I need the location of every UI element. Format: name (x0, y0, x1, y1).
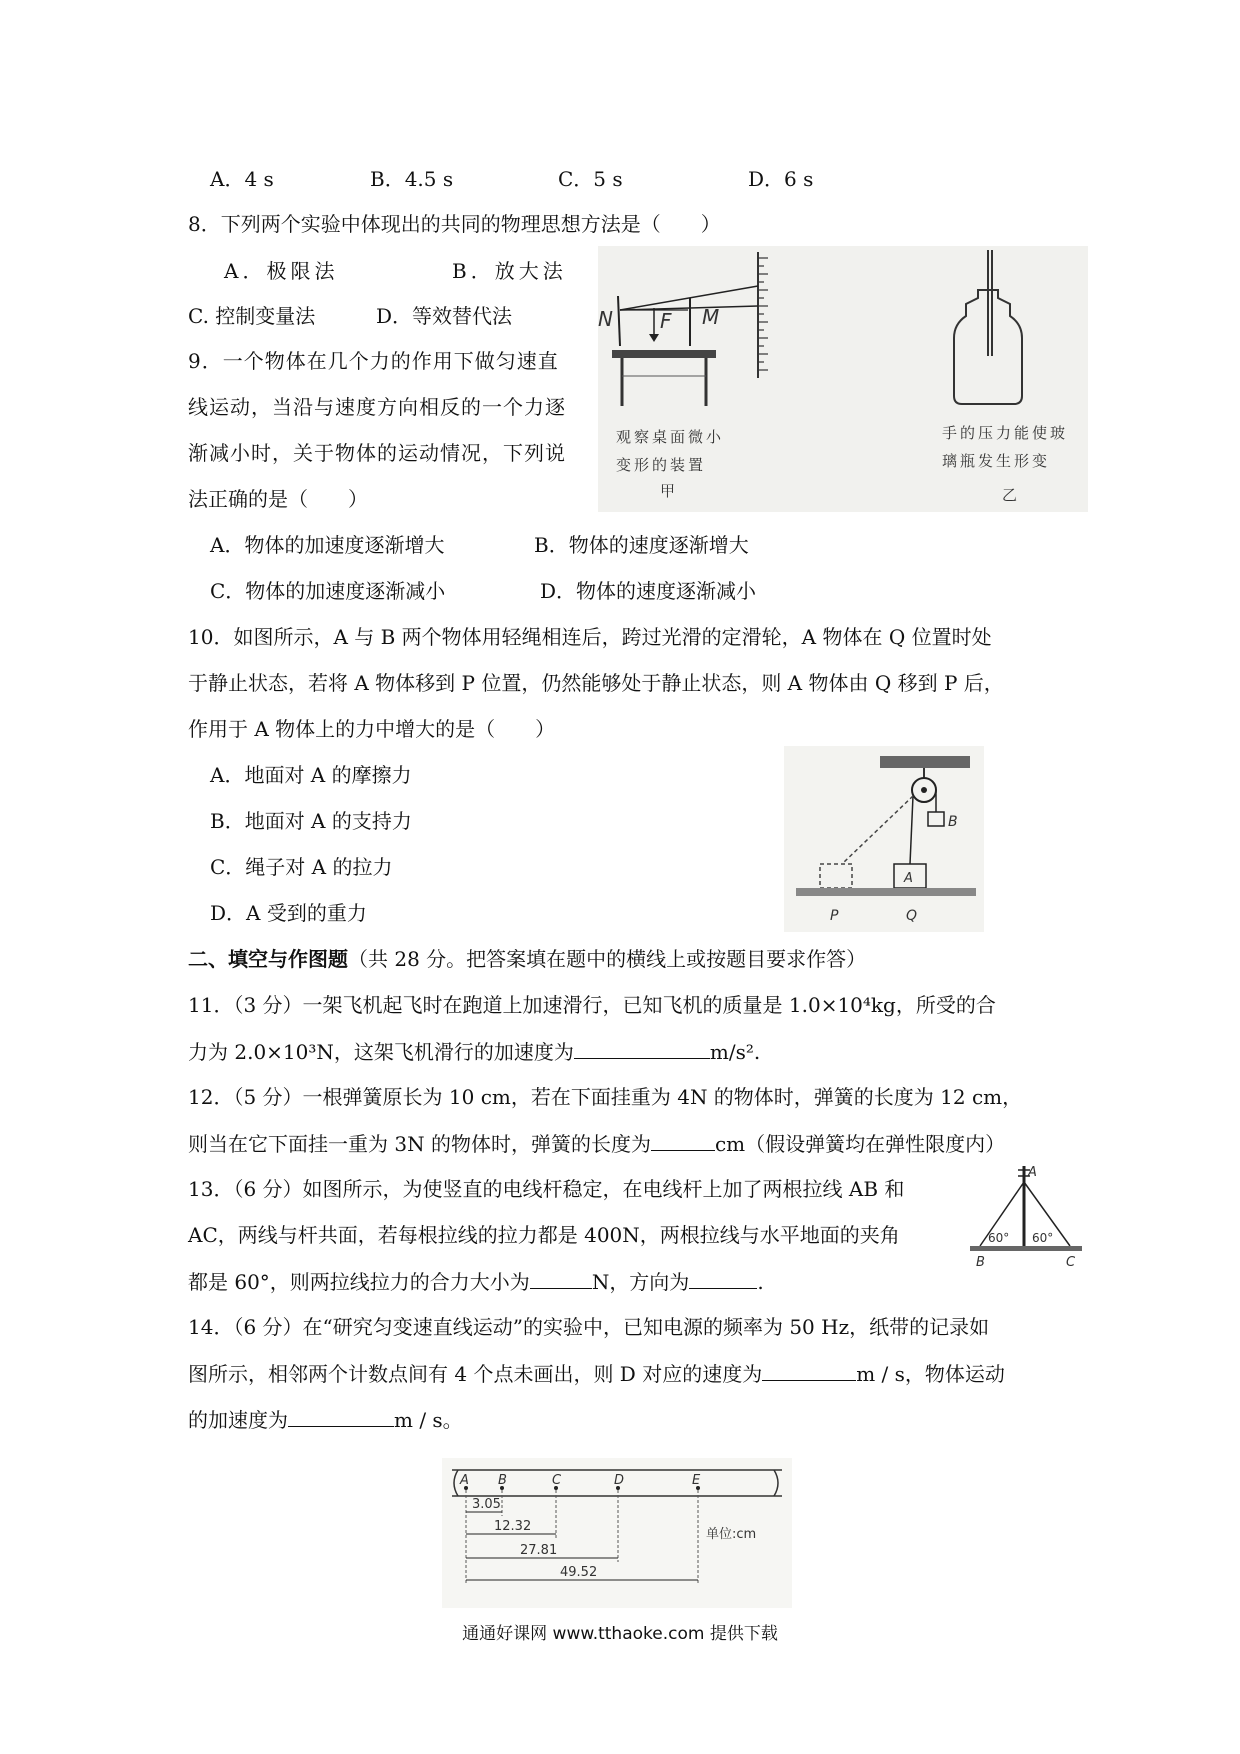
q13-fig-angle-right: 60° (1032, 1231, 1054, 1245)
section2-title: 二、填空与作图题 (188, 947, 348, 971)
q14-tape-figure (442, 1458, 792, 1608)
q9-option-d: D．物体的速度逐渐减小 (540, 579, 757, 603)
q11-answer-blank[interactable] (574, 1036, 710, 1059)
q7-option-c: C．5 s (558, 167, 623, 191)
q12-line-2-post: cm（假设弹簧均在弹性限度内） (714, 1132, 1006, 1156)
q14-point-d: D (614, 1473, 625, 1488)
q11-line-2-post: m/s². (709, 1040, 761, 1064)
q8-option-d: D．等效替代法 (376, 304, 513, 328)
q14-dist-ad: 27.81 (520, 1543, 558, 1558)
q13-line-1: 13．（6 分）如图所示，为使竖直的电线杆稳定，在电线杆上加了两根拉线 AB 和 (188, 1177, 905, 1201)
q10-option-b: B．地面对 A 的支持力 (210, 809, 412, 833)
q7-option-d: D．6 s (748, 167, 814, 191)
q10-fig-label-q: Q (906, 908, 918, 924)
q14-line-2-pre: 图所示，相邻两个计数点间有 4 个点未画出，则 D 对应的速度为 (188, 1362, 763, 1386)
q14-line-3-post: m / s。 (394, 1408, 463, 1432)
q8-option-b: B．放大法 (452, 259, 567, 283)
q14-line-3 (188, 1404, 463, 1435)
q13-magnitude-blank[interactable] (530, 1266, 592, 1289)
q14-dist-ab: 3.05 (472, 1497, 501, 1512)
q9-option-c: C．物体的加速度逐渐减小 (210, 579, 446, 603)
q10-fig-label-a: A (904, 871, 913, 886)
q14-acceleration-blank[interactable] (288, 1404, 394, 1427)
q9-line-4: 法正确的是（ ） (188, 487, 368, 511)
q9-line-1: 9．一个物体在几个力的作用下做匀速直 (188, 349, 559, 373)
q13-figure (966, 1158, 1088, 1270)
q10-line-1: 10．如图所示，A 与 B 两个物体用轻绳相连后，跨过光滑的定滑轮，A 物体在 Q 位置时处 (188, 625, 992, 649)
q8-fig-label-n: N (598, 307, 613, 331)
q8-figure (598, 246, 1088, 512)
q13-fig-label-b: B (976, 1255, 985, 1270)
page-footer: 通通好课网 www.tthaoke.com 提供下载 (462, 1624, 778, 1644)
q8-fig-caption-right-3: 乙 (1002, 486, 1018, 504)
q13-fig-angle-left: 60° (988, 1231, 1010, 1245)
q12-line-2-pre: 则当在它下面挂一重为 3N 的物体时，弹簧的长度为 (188, 1132, 651, 1156)
q8-fig-caption-left-2: 变形的装置 (616, 456, 707, 474)
q8-fig-caption-left-1: 观察桌面微小 (616, 428, 725, 446)
q10-option-c: C．绳子对 A 的拉力 (210, 855, 393, 879)
q14-point-c: C (552, 1473, 562, 1488)
q13-line-3-post: . (757, 1270, 764, 1294)
q14-point-a: A (460, 1473, 469, 1488)
q10-option-d: D．A 受到的重力 (210, 901, 367, 925)
q13-line-3 (188, 1266, 764, 1297)
q13-line-2: AC，两线与杆共面，若每根拉线的拉力都是 400N，两根拉线与水平地面的夹角 (188, 1223, 900, 1247)
q8-stem: 8．下列两个实验中体现出的共同的物理思想方法是（ ） (188, 212, 721, 236)
q10-fig-label-p: P (830, 908, 839, 924)
q8-option-a: A．极限法 (224, 259, 339, 283)
q14-point-b: B (498, 1473, 507, 1488)
q13-fig-label-c: C (1066, 1255, 1076, 1270)
q7-option-a: A．4 s (210, 167, 274, 191)
q9-option-b: B．物体的速度逐渐增大 (534, 533, 749, 557)
q12-answer-blank[interactable] (651, 1128, 715, 1151)
q14-line-1: 14．（6 分）在“研究匀变速直线运动”的实验中，已知电源的频率为 50 Hz，纸带的记录如 (188, 1315, 990, 1339)
q8-fig-caption-right-2: 璃瓶发生形变 (942, 452, 1051, 470)
q14-line-2-post: m / s，物体运动 (856, 1362, 1005, 1386)
q10-line-3: 作用于 A 物体上的力中增大的是（ ） (188, 717, 556, 741)
q14-point-e: E (692, 1473, 701, 1488)
q14-dist-ac: 12.32 (494, 1519, 532, 1534)
section2-note: （共 28 分。把答案填在题中的横线上或按题目要求作答） (348, 947, 867, 971)
q12-line-1: 12．（5 分）一根弹簧原长为 10 cm，若在下面挂重为 4N 的物体时，弹簧的长度为 12 cm， (188, 1085, 1023, 1109)
q8-option-c: C. 控制变量法 (188, 304, 316, 328)
q14-line-3-pre: 的加速度为 (188, 1408, 288, 1432)
q9-line-3: 渐减小时，关于物体的运动情况，下列说 (188, 441, 566, 465)
q8-fig-caption-right-1: 手的压力能使玻 (942, 424, 1069, 442)
q14-line-2 (188, 1358, 1005, 1389)
q14-unit-label: 单位:cm (706, 1527, 757, 1542)
q8-fig-caption-left-3: 甲 (660, 482, 676, 500)
q7-option-b: B．4.5 s (370, 167, 454, 191)
q9-line-2: 线运动，当沿与速度方向相反的一个力逐 (188, 395, 566, 419)
q13-line-3-mid: N，方向为 (591, 1270, 690, 1294)
q10-line-2: 于静止状态，若将 A 物体移到 P 位置，仍然能够处于静止状态，则 A 物体由 Q 移到 P 后， (188, 671, 1004, 695)
section2-heading (188, 944, 866, 974)
q10-figure (784, 746, 984, 932)
q11-line-2-pre: 力为 2.0×10³N，这架飞机滑行的加速度为 (188, 1040, 574, 1064)
q14-velocity-blank[interactable] (762, 1358, 856, 1381)
q12-line-2 (188, 1128, 1005, 1159)
q8-fig-label-m: M (702, 305, 720, 329)
q9-option-a: A．物体的加速度逐渐增大 (210, 533, 445, 557)
q13-line-3-pre: 都是 60°，则两拉线拉力的合力大小为 (188, 1270, 530, 1294)
q10-option-a: A．地面对 A 的摩擦力 (210, 763, 412, 787)
q8-fig-label-f: F (660, 309, 672, 333)
q13-fig-label-a: A (1028, 1165, 1037, 1180)
q13-direction-blank[interactable] (689, 1266, 757, 1289)
q14-dist-ae: 49.52 (560, 1565, 598, 1580)
q11-line-2 (188, 1036, 760, 1067)
q10-fig-label-b: B (948, 814, 958, 830)
q11-line-1: 11．（3 分）一架飞机起飞时在跑道上加速滑行，已知飞机的质量是 1.0×10⁴kg，所受的合 (188, 993, 996, 1017)
